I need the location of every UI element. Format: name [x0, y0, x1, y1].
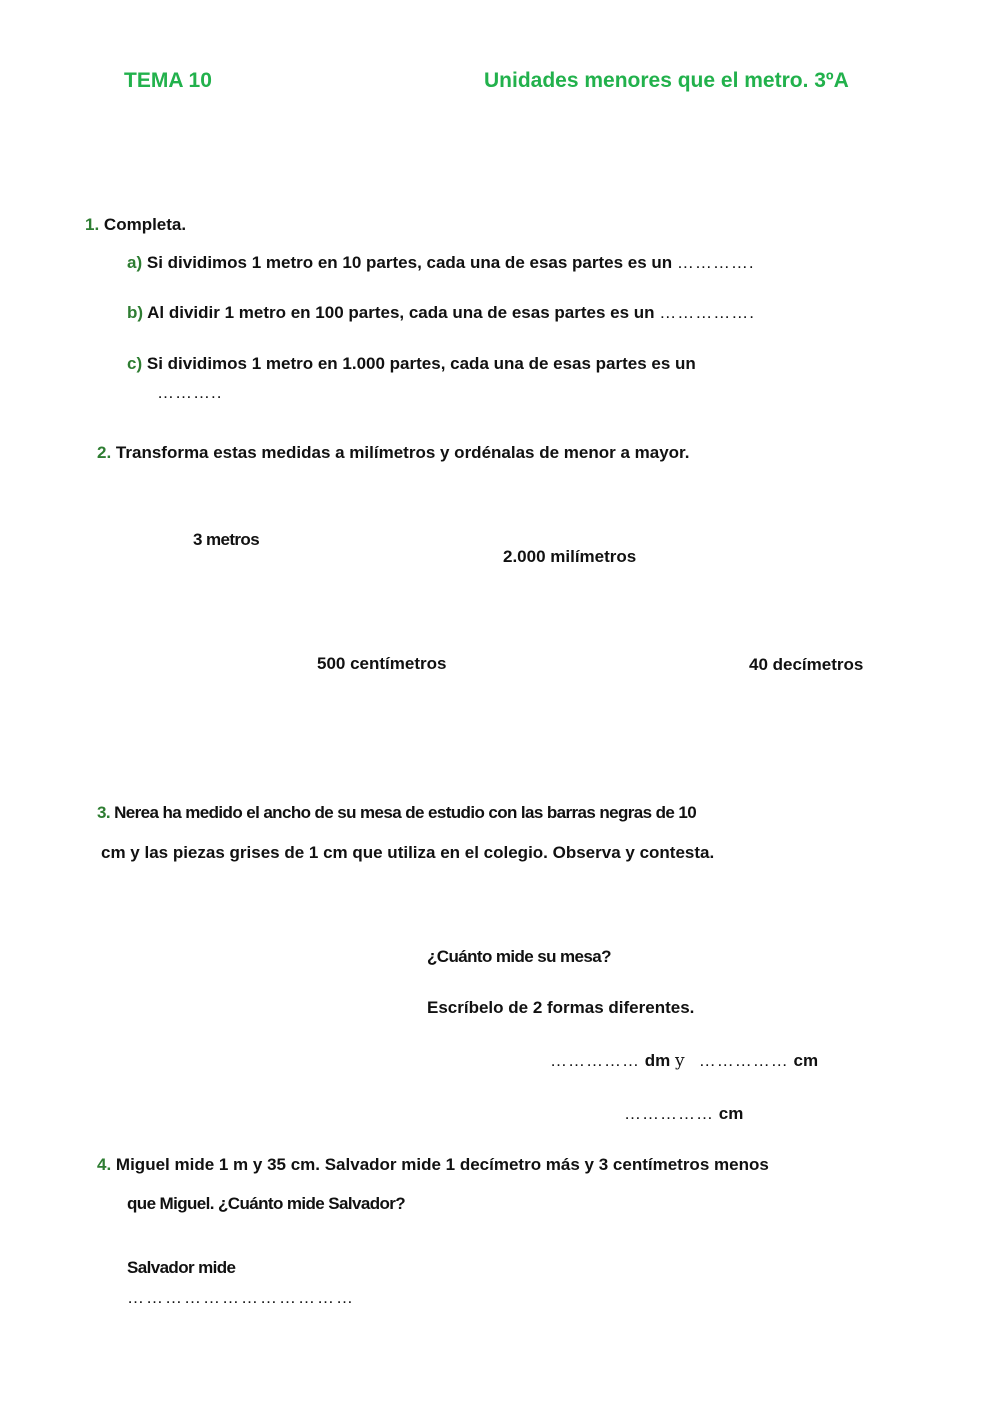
question-4-prompt-1: Miguel mide 1 m y 35 cm. Salvador mide 1 decímetro más y 3 centímetros menos	[115, 1155, 769, 1174]
measure-500-centimetros: 500 centímetros	[317, 654, 447, 673]
measure-3-metros: 3 metros	[193, 530, 260, 549]
question-1b-text: Al dividir 1 metro en 100 partes, cada una de esas partes es un	[147, 303, 655, 322]
measure-40-decimetros: 40 decímetros	[749, 655, 864, 674]
answer-label: Salvador mide	[127, 1258, 236, 1277]
question-1b-letter: b)	[127, 303, 144, 322]
question-3-prompt-1: Nerea ha medido el ancho de su mesa de estudio con las barras negras de 10	[114, 803, 697, 822]
question-1a-text: Si dividimos 1 metro en 10 partes, cada una de esas partes es un	[146, 253, 673, 272]
connector-y: y	[674, 1051, 685, 1071]
question-3-answer-row-2	[624, 1104, 743, 1124]
question-4-prompt-2: que Miguel. ¿Cuánto mide Salvador?	[127, 1194, 406, 1213]
question-3-number: 3.	[97, 803, 110, 822]
question-2-number: 2.	[97, 443, 112, 462]
question-3-prompt-2: cm y las piezas grises de 1 cm que utiliza en el colegio. Observa y contesta.	[101, 843, 715, 862]
question-1-prompt: Completa.	[103, 215, 187, 234]
question-3-line1	[97, 803, 696, 823]
question-1b	[127, 303, 755, 323]
question-1c	[127, 354, 696, 374]
tema-title: TEMA 10	[124, 69, 212, 92]
question-3-blank-cm[interactable]: ……………	[698, 1051, 789, 1070]
question-1c-text: Si dividimos 1 metro en 1.000 partes, cada una de esas partes es un	[146, 354, 696, 373]
answer-blank[interactable]: ………………………………	[127, 1288, 355, 1307]
question-1c-blank[interactable]: ………..	[157, 383, 223, 402]
question-3-blank-dm[interactable]: ……………	[550, 1051, 640, 1070]
question-3-blank-cm-total[interactable]: ……………	[624, 1104, 714, 1123]
question-1-number: 1.	[85, 215, 100, 234]
unit-cm-total: cm	[718, 1104, 744, 1123]
question-1a-letter: a)	[127, 253, 143, 272]
question-3-answer-row-1	[550, 1051, 818, 1071]
question-2-prompt: Transforma estas medidas a milímetros y ordénalas de menor a mayor.	[115, 443, 690, 462]
page-subtitle: Unidades menores que el metro. 3ºA	[484, 69, 849, 92]
question-1b-blank[interactable]: …………….	[659, 303, 755, 322]
question-4-number: 4.	[97, 1155, 112, 1174]
question-1c-letter: c)	[127, 354, 143, 373]
question-2-heading	[97, 443, 689, 463]
question-1a	[127, 253, 755, 273]
question-1a-blank[interactable]: ………….	[676, 253, 755, 272]
measure-2000-milimetros: 2.000 milímetros	[503, 547, 637, 566]
unit-cm: cm	[793, 1051, 819, 1070]
question-1-heading	[85, 215, 186, 235]
question-3-instruction: Escríbelo de 2 formas diferentes.	[427, 998, 695, 1017]
question-3-question: ¿Cuánto mide su mesa?	[427, 947, 611, 966]
unit-dm: dm	[644, 1051, 671, 1070]
question-4-line1	[97, 1155, 769, 1175]
